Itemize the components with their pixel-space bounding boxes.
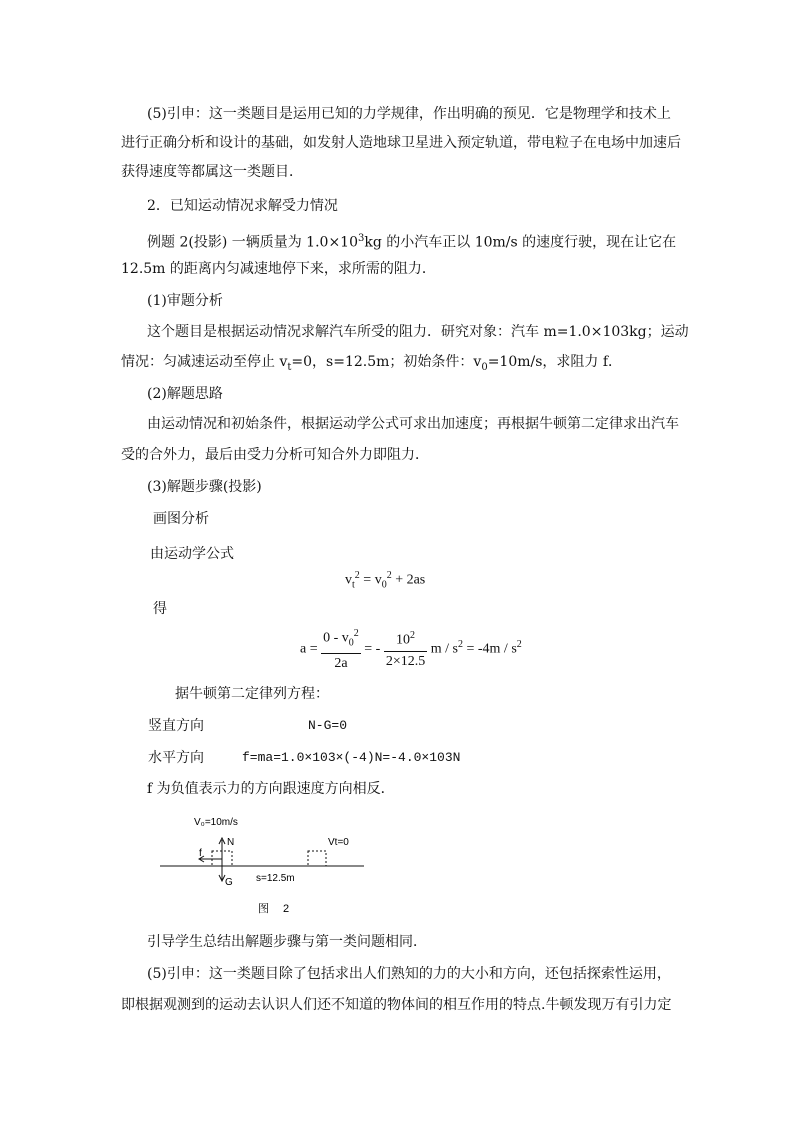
- s1-line2: 情况：匀减速运动至停止 $v_t=0$，s=12.5m；初始条件：$v_0=10m/s$，求阻力 f．: [121, 354, 623, 373]
- p1-line1: (5)引申：这一类题目是运用已知的力学规律，作出明确的预见．它是物理学和技术上: [147, 106, 671, 122]
- normal-label: N: [227, 837, 235, 848]
- car-end-box: [308, 851, 326, 866]
- negative-note: f 为负值表示力的方向跟速度方向相反．: [147, 781, 395, 797]
- equation-kinematics: $v_t^2 = v_0^2 + 2as$: [345, 570, 426, 591]
- section-heading-2: 2．已知运动情况求解受力情况: [147, 198, 338, 214]
- p5-line1: (5)引申：这一类题目除了包括求出人们熟知的力的大小和方向，还包括探索性运用，: [147, 966, 671, 982]
- s2-line1: 由运动情况和初始条件，根据运动学公式可求出加速度；再根据牛顿第二定律求出汽车: [147, 416, 679, 432]
- subsection-title-1: (1)审题分析: [147, 293, 223, 309]
- distance-label: s=12.5m: [256, 873, 295, 884]
- s2-line2: 受的合外力，最后由受力分析可知合外力即阻力．: [121, 447, 429, 463]
- step-newton: 据牛顿第二定律列方程：: [175, 686, 329, 702]
- step-de: 得: [153, 601, 167, 617]
- step-draw: 画图分析: [153, 511, 209, 527]
- subsection-title-3: (3)解题步骤(投影): [147, 479, 262, 495]
- p5-line2: 即根据观测到的运动去认识人们还不知道的物体间的相互作用的特点.牛顿发现万有引力定: [121, 997, 672, 1013]
- p1-line3: 获得速度等都属这一类题目．: [121, 164, 303, 180]
- p1-line2: 进行正确分析和设计的基础，如发射人造地球卫星进入预定轨道，带电粒子在电场中加速后: [121, 135, 681, 151]
- friction-label: f: [199, 848, 202, 859]
- horizontal-label: 水平方向: [148, 750, 204, 766]
- vertical-equation: N-G=0: [308, 718, 348, 733]
- figure-caption: 图 2: [258, 903, 290, 915]
- vertical-label: 竖直方向: [148, 718, 204, 734]
- subsection-title-2: (2)解题思路: [147, 386, 223, 402]
- example-line2: 12.5m 的距离内匀减速地停下来，求所需的阻力．: [121, 261, 436, 277]
- summary-line: 引导学生总结出解题步骤与第一类问题相同．: [147, 934, 427, 950]
- example-line1: 例题 2(投影) 一辆质量为 $1.0\times 10^3kg$ 的小汽车正以 10m/s 的速度行驶，现在让它在: [147, 233, 677, 251]
- gravity-label: G: [225, 877, 233, 888]
- vt-label: Vt=0: [328, 837, 349, 848]
- force-diagram: [150, 808, 380, 923]
- s1-line1: 这个题目是根据运动情况求解汽车所受的阻力．研究对象：汽车 m=1.0×103kg；运动: [147, 324, 689, 340]
- v0-label: V₀=10m/s: [194, 817, 238, 828]
- equation-acceleration: a = $\frac{0 - v_0^2}{2a}$ = - $\frac{10^2}{2\times 12.5}$ $m / s^2 = -4m / s^2$: [300, 624, 522, 674]
- horizontal-equation: f=ma=1.0×103×(-4)N=-4.0×103N: [242, 750, 461, 765]
- step-kinematics: 由运动学公式: [150, 546, 234, 562]
